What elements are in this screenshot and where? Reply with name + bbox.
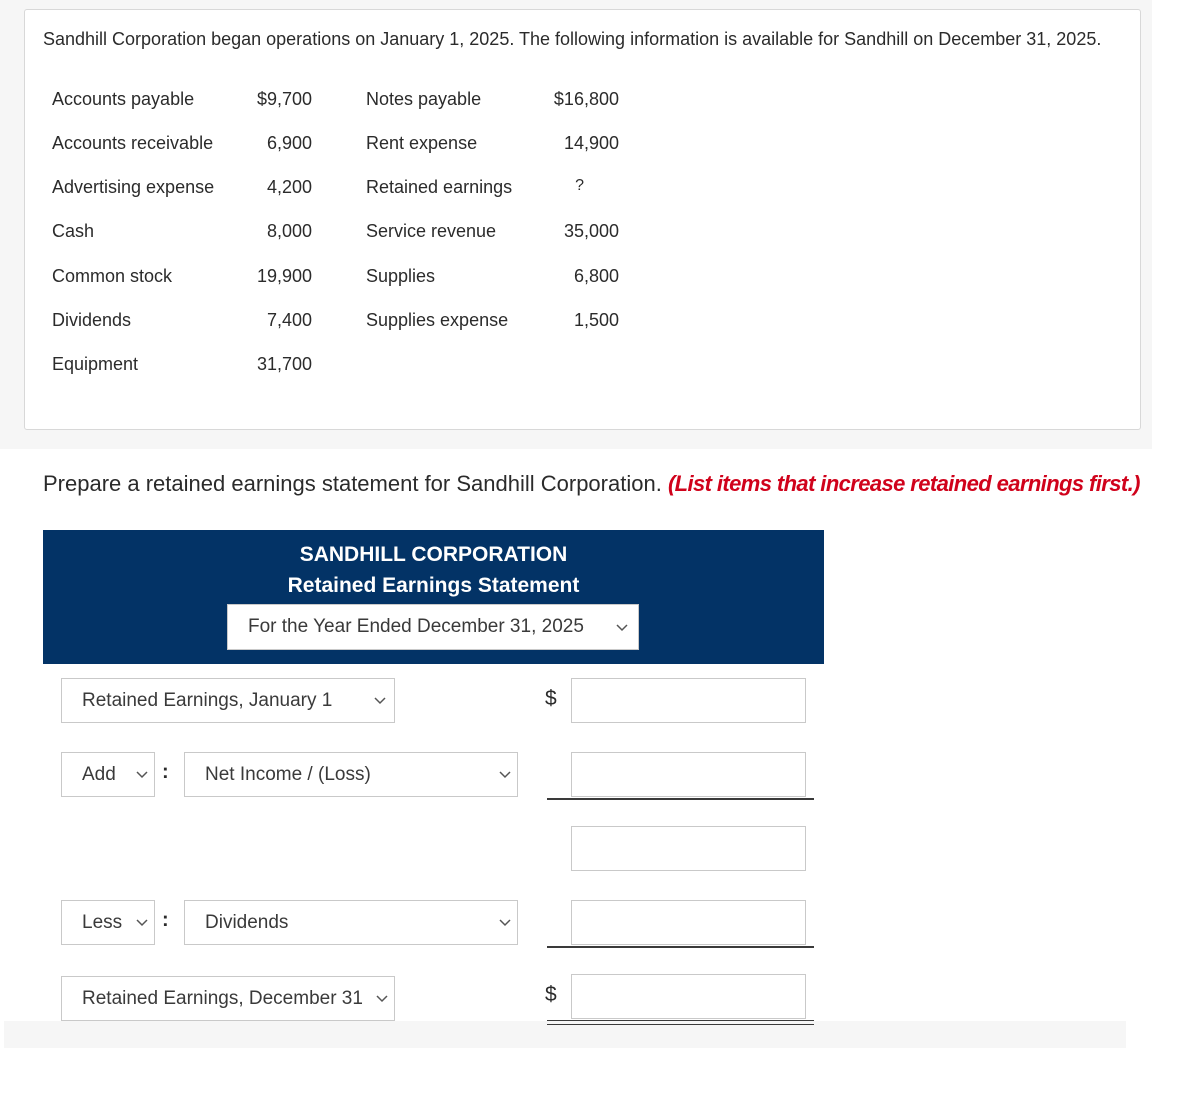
subtotal-amount-input[interactable] (571, 826, 806, 871)
ending-re-amount-input[interactable] (571, 974, 806, 1019)
account-name: Dividends (52, 310, 132, 330)
account-name: Service revenue (366, 221, 497, 241)
dividends-select[interactable] (184, 900, 518, 945)
chevron-down-icon (616, 624, 628, 632)
add-operator-select[interactable] (61, 752, 155, 797)
chevron-down-icon (136, 919, 148, 927)
period-select[interactable] (227, 604, 639, 650)
account-amount: 31,700 (256, 354, 312, 374)
account-amount: 6,800 (573, 266, 619, 286)
less-operator-value: Less (82, 911, 123, 933)
add-operator-value: Add (82, 763, 116, 785)
account-name: Equipment (52, 354, 139, 374)
currency-symbol: $ (545, 687, 557, 710)
account-name: Advertising expense (52, 177, 215, 197)
net-income-select[interactable] (184, 752, 518, 797)
account-name: Supplies (366, 266, 436, 286)
chevron-down-icon (499, 919, 511, 927)
ending-re-select-value: Retained Earnings, December 31 (82, 987, 363, 1009)
account-amount: 8,000 (266, 221, 312, 241)
account-name: Notes payable (366, 89, 482, 109)
account-amount: 7,400 (266, 310, 312, 330)
ending-re-select[interactable] (61, 976, 395, 1021)
instruction-emphasis: (List items that increase retained earnings first.) (667, 471, 1140, 496)
account-name: Common stock (52, 266, 173, 286)
underline (547, 798, 814, 800)
dividends-amount-input[interactable] (571, 900, 806, 945)
instruction-text (43, 471, 1140, 497)
account-name: Accounts payable (52, 89, 195, 109)
period-select-value: For the Year Ended December 31, 2025 (248, 616, 584, 637)
account-amount: 14,900 (563, 133, 619, 153)
account-name: Cash (52, 221, 95, 241)
account-amount: ? (575, 177, 584, 194)
double-underline (547, 1024, 814, 1025)
account-amount: 4,200 (266, 177, 312, 197)
net-income-select-value: Net Income / (Loss) (205, 763, 371, 785)
account-name: Supplies expense (366, 310, 509, 330)
account-amount: 1,500 (573, 310, 619, 330)
account-amount: $16,800 (553, 89, 619, 109)
beginning-re-select-value: Retained Earnings, January 1 (82, 689, 333, 711)
account-name: Retained earnings (366, 177, 513, 197)
chevron-down-icon (376, 995, 388, 1003)
double-underline (547, 1020, 814, 1021)
account-amount: $9,700 (256, 89, 312, 109)
dividends-select-value: Dividends (205, 911, 289, 933)
bottom-background (4, 1021, 1126, 1048)
colon-separator: : (162, 909, 169, 931)
chevron-down-icon (136, 771, 148, 779)
company-name: SANDHILL CORPORATION (299, 543, 568, 566)
account-amount: 6,900 (266, 133, 312, 153)
chevron-down-icon (499, 771, 511, 779)
statement-title: Retained Earnings Statement (287, 574, 580, 597)
account-amount: 35,000 (563, 221, 619, 241)
beginning-re-amount-input[interactable] (571, 678, 806, 723)
account-name: Rent expense (366, 133, 478, 153)
beginning-re-select[interactable] (61, 678, 395, 723)
account-name: Accounts receivable (52, 133, 214, 153)
chevron-down-icon (374, 697, 386, 705)
account-amount: 19,900 (256, 266, 312, 286)
intro-text: Sandhill Corporation began operations on January 1, 2025. The following information is available for Sandhill on December 31, 2025. (43, 29, 1102, 49)
colon-separator: : (162, 761, 169, 783)
currency-symbol: $ (545, 983, 557, 1006)
net-income-amount-input[interactable] (571, 752, 806, 797)
less-operator-select[interactable] (61, 900, 155, 945)
instruction-main: Prepare a retained earnings statement for Sandhill Corporation. (43, 471, 662, 496)
underline (547, 946, 814, 948)
